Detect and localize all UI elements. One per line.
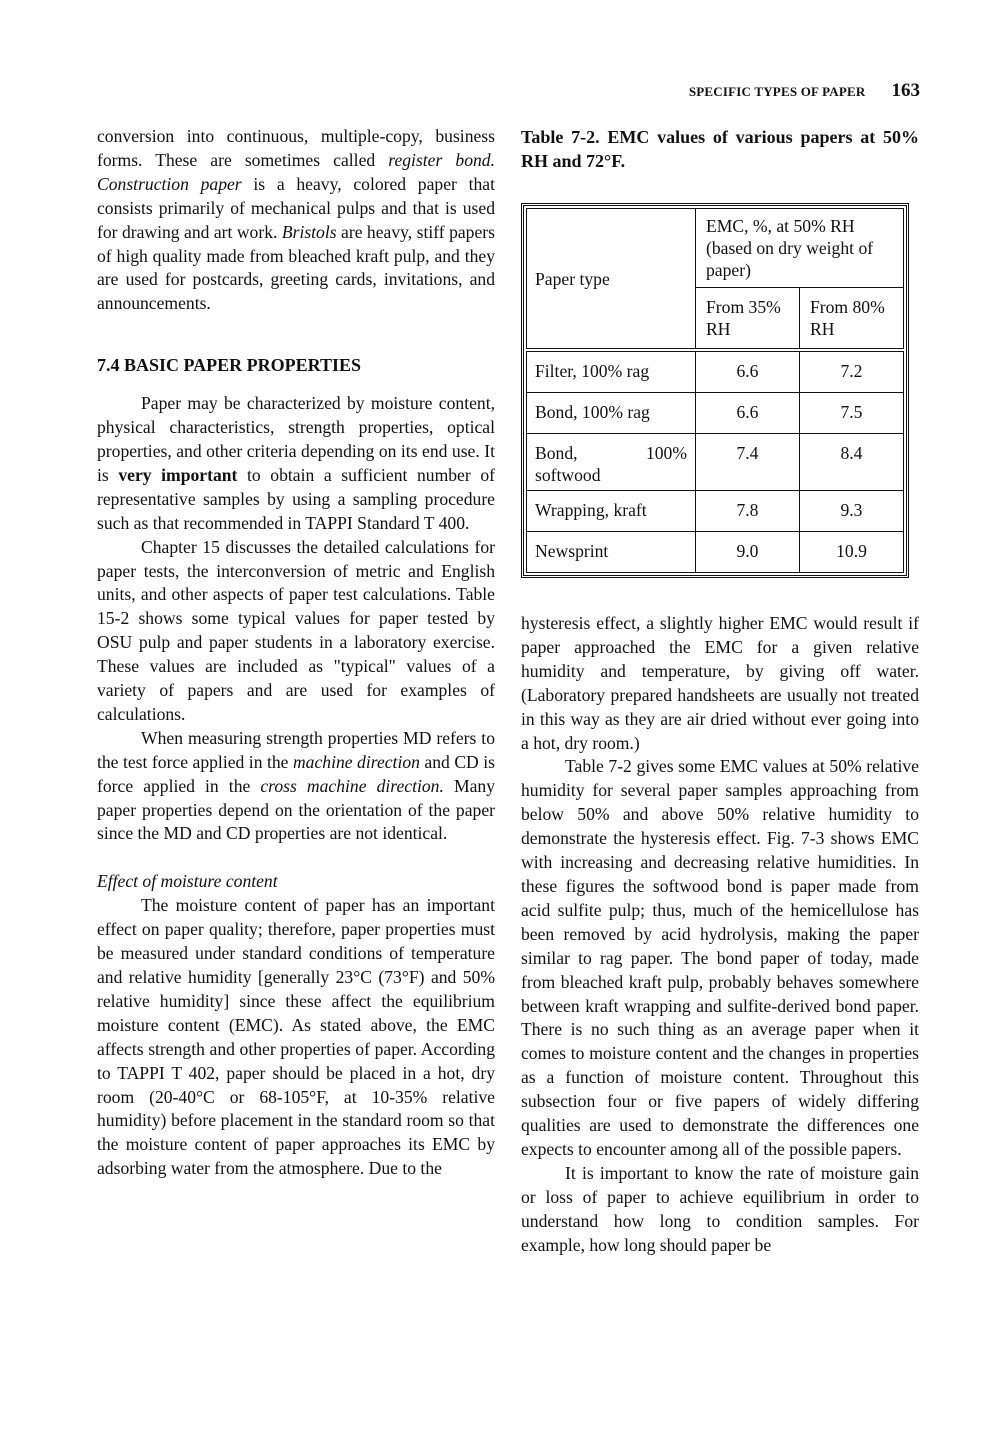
- cell-paper-type: Newsprint: [527, 532, 696, 573]
- section-heading: 7.4 BASIC PAPER PROPERTIES: [97, 355, 362, 376]
- term-machine-direction: machine direction: [292, 751, 420, 772]
- running-title: SPECIFIC TYPES OF PAPER: [688, 84, 866, 99]
- cell-from-80: 7.2: [799, 350, 903, 393]
- term-cross-machine-direction: cross machine direction.: [260, 775, 444, 796]
- paragraph-moisture-rate: It is important to know the rate of moisture gain or loss of paper to achieve equilibrium in order to understand how long to condition samples. For example, how long should paper be: [521, 1162, 919, 1255]
- emc-table: [526, 208, 904, 573]
- cell-paper-type: Filter, 100% rag: [527, 350, 696, 393]
- cell-from-35: 6.6: [696, 350, 800, 393]
- cell-paper-type: Wrapping, kraft: [527, 491, 696, 532]
- emc-table-frame: [521, 203, 909, 578]
- paragraph-md-cd: [97, 727, 495, 847]
- table-row: [527, 393, 904, 434]
- text-run: and CD is force applied in the: [97, 751, 495, 796]
- left-column: [97, 125, 495, 1181]
- term-bristols: Bristols: [281, 221, 337, 242]
- cell-from-80: 10.9: [799, 532, 903, 573]
- cell-from-80: 7.5: [799, 393, 903, 434]
- paragraph-characterization: [97, 392, 495, 535]
- cell-paper-type: Bond, 100% rag: [527, 393, 696, 434]
- table-caption: Table 7-2. EMC values of various papers at 50% RH and 72°F.: [521, 127, 919, 171]
- emphasis-very-important: very important: [118, 464, 238, 485]
- paragraph-table-7-2: Table 7-2 gives some EMC values at 50% relative humidity for several paper samples approaching from below 50% and above 50% relative humidity to demonstrate the hysteresis effect. Fig. 7-3 shows EMC with increasing and decreasing relative humidities. In these figures the softwood bond is paper made from acid sulfite pulp; thus, much of the hemicellulose has been removed by acid hydrolysis, making the paper similar to rag paper. The bond paper of today, made from bleached kraft pulp, probably behaves somewhere between kraft wrapping and sulfite-derived bond paper. There is no such thing as an average paper when it comes to moisture content and the changes in properties as a function of moisture content. Throughout this subsection four or five papers of widely differing qualities are used to demonstrate the differences one expects to encounter among all of the possible papers.: [521, 756, 919, 1159]
- paragraph-register-bond: [97, 125, 495, 316]
- table-row: [527, 350, 904, 393]
- running-head: [689, 80, 920, 102]
- paragraph-hysteresis: hysteresis effect, a slightly higher EMC would result if paper approached the EMC for a given relative humidity and temperature, by giving off water. (Laboratory prepared handsheets are usually not treated in this way as they are air dried without ever going into a hot, dry room.): [521, 613, 919, 753]
- cell-from-35: 9.0: [696, 532, 800, 573]
- paragraph-chapter-15: Chapter 15 discusses the detailed calculations for paper tests, the interconversion of metric and English units, and other aspects of paper test calculations. Table 15-2 shows some typical values for paper tested by OSU pulp and paper students in a laboratory exercise. These values are included as "typical" values of a variety of papers and are used for examples of calculations.: [97, 536, 495, 724]
- cell-from-35: 6.6: [696, 393, 800, 434]
- cell-from-80: 9.3: [799, 491, 903, 532]
- header-from-80-rh: From 80% RH: [799, 288, 903, 351]
- cell-paper-type: Bond, 100% softwood: [527, 434, 696, 491]
- cell-from-35: 7.8: [696, 491, 800, 532]
- table-row: [527, 491, 904, 532]
- page-number: 163: [891, 80, 920, 101]
- text-run: are heavy, stiff papers of high quality made from bleached kraft pulp, and they are used for postcards, greeting cards, invitations, and announcements.: [97, 221, 495, 314]
- text-run: Many paper properties depend on the orientation of the paper since the MD and CD properties are not identical.: [97, 775, 495, 844]
- text-run: to obtain a sufficient number of representative samples by using a sampling procedure such as that recommended in TAPPI Standard T 400.: [97, 464, 495, 533]
- text-run: is a heavy, colored paper that consists primarily of mechanical pulps and that is used for drawing and art work.: [97, 173, 495, 242]
- text-run: When measuring strength properties MD refers to the test force applied in the: [97, 727, 495, 772]
- text-run: Paper may be characterized by moisture content, physical characteristics, strength properties, optical properties, and other criteria depending on its end use. It is: [97, 393, 495, 485]
- paragraph-moisture-content: The moisture content of paper has an important effect on paper quality; therefore, paper properties must be measured under standard conditions of temperature and relative humidity [generally 23°C (73°F) and 50% relative humidity] since these affect the equilibrium moisture content (EMC). As stated above, the EMC affects strength and other properties of paper. According to TAPPI T 402, paper should be placed in a hot, dry room (20-40°C or 68-105°F, at 10-35% relative humidity) before placement in the standard room so that the moisture content of paper approaches its EMC by adsorbing water from the atmosphere. Due to the: [97, 895, 495, 1179]
- table-row: [527, 532, 904, 573]
- term-register-bond: register bond.: [388, 149, 495, 170]
- term-construction-paper: Construction paper: [97, 173, 242, 194]
- subsection-heading: Effect of moisture content: [97, 871, 278, 892]
- right-column: [521, 125, 919, 1257]
- header-emc-group: EMC, %, at 50% RH (based on dry weight of paper): [696, 209, 904, 288]
- header-from-35-rh: From 35% RH: [696, 288, 800, 351]
- header-paper-type: Paper type: [527, 209, 696, 351]
- cell-from-35: 7.4: [696, 434, 800, 491]
- cell-from-80: 8.4: [799, 434, 903, 491]
- text-run: conversion into continuous, multiple-copy, business forms. These are sometimes called: [97, 126, 495, 170]
- table-row: [527, 434, 904, 491]
